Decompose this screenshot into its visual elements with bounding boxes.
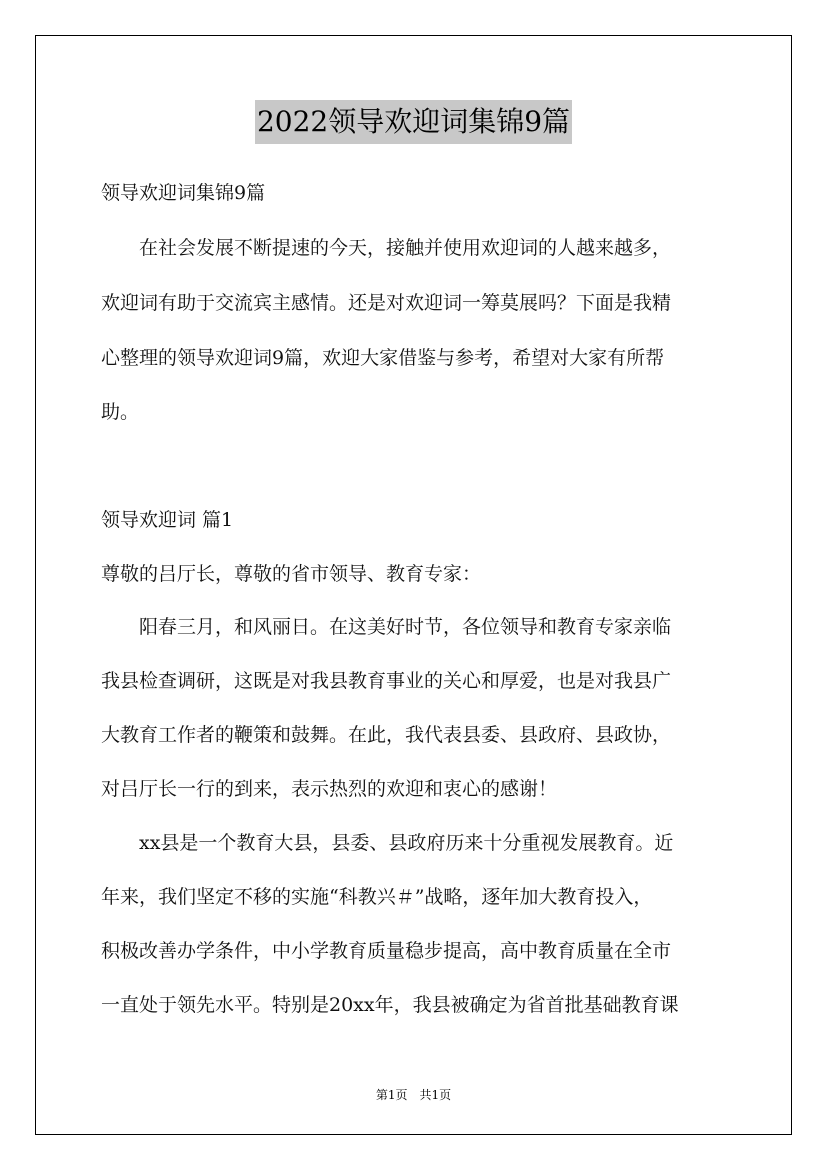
para1-line-4: 对吕厅长一行的到来，表示热烈的欢迎和衷心的感谢！: [101, 778, 558, 800]
para1-line-3: 大教育工作者的鞭策和鼓舞。在此，我代表县委、县政府、县政协，: [101, 724, 672, 746]
para2-line-2: 年来，我们坚定不移的实施“科教兴＃”战略，逐年加大教育投入，: [101, 886, 653, 908]
intro-line-1: 在社会发展不断提速的今天，接触并使用欢迎词的人越来越多，: [101, 237, 672, 259]
para2-line-4: 一直处于领先水平。特别是20xx年，我县被确定为省首批基础教育课: [101, 994, 679, 1016]
intro-line-2: 欢迎词有助于交流宾主感情。还是对欢迎词一筹莫展吗？下面是我精: [101, 292, 672, 314]
title-container: [0, 100, 827, 144]
salutation: 尊敬的吕厅长，尊敬的省市领导、教育专家：: [101, 563, 482, 585]
para2-line-1: xx县是一个教育大县，县委、县政府历来十分重视发展教育。近: [101, 832, 674, 854]
para1-line-2: 我县检查调研，这既是对我县教育事业的关心和厚爱，也是对我县广: [101, 670, 672, 692]
document-title: 2022领导欢迎词集锦9篇: [255, 100, 572, 144]
page-footer: 第1页 共1页: [375, 1088, 452, 1102]
subtitle: 领导欢迎词集锦9篇: [101, 182, 266, 204]
intro-line-4: 助。: [101, 401, 140, 423]
para1-line-1: 阳春三月，和风丽日。在这美好时节，各位领导和教育专家亲临: [101, 616, 672, 638]
section-heading: 领导欢迎词 篇1: [101, 509, 234, 531]
para2-line-3: 积极改善办学条件，中小学教育质量稳步提高，高中教育质量在全市: [101, 940, 672, 962]
intro-line-3: 心整理的领导欢迎词9篇，欢迎大家借鉴与参考，希望对大家有所帮: [101, 347, 665, 369]
